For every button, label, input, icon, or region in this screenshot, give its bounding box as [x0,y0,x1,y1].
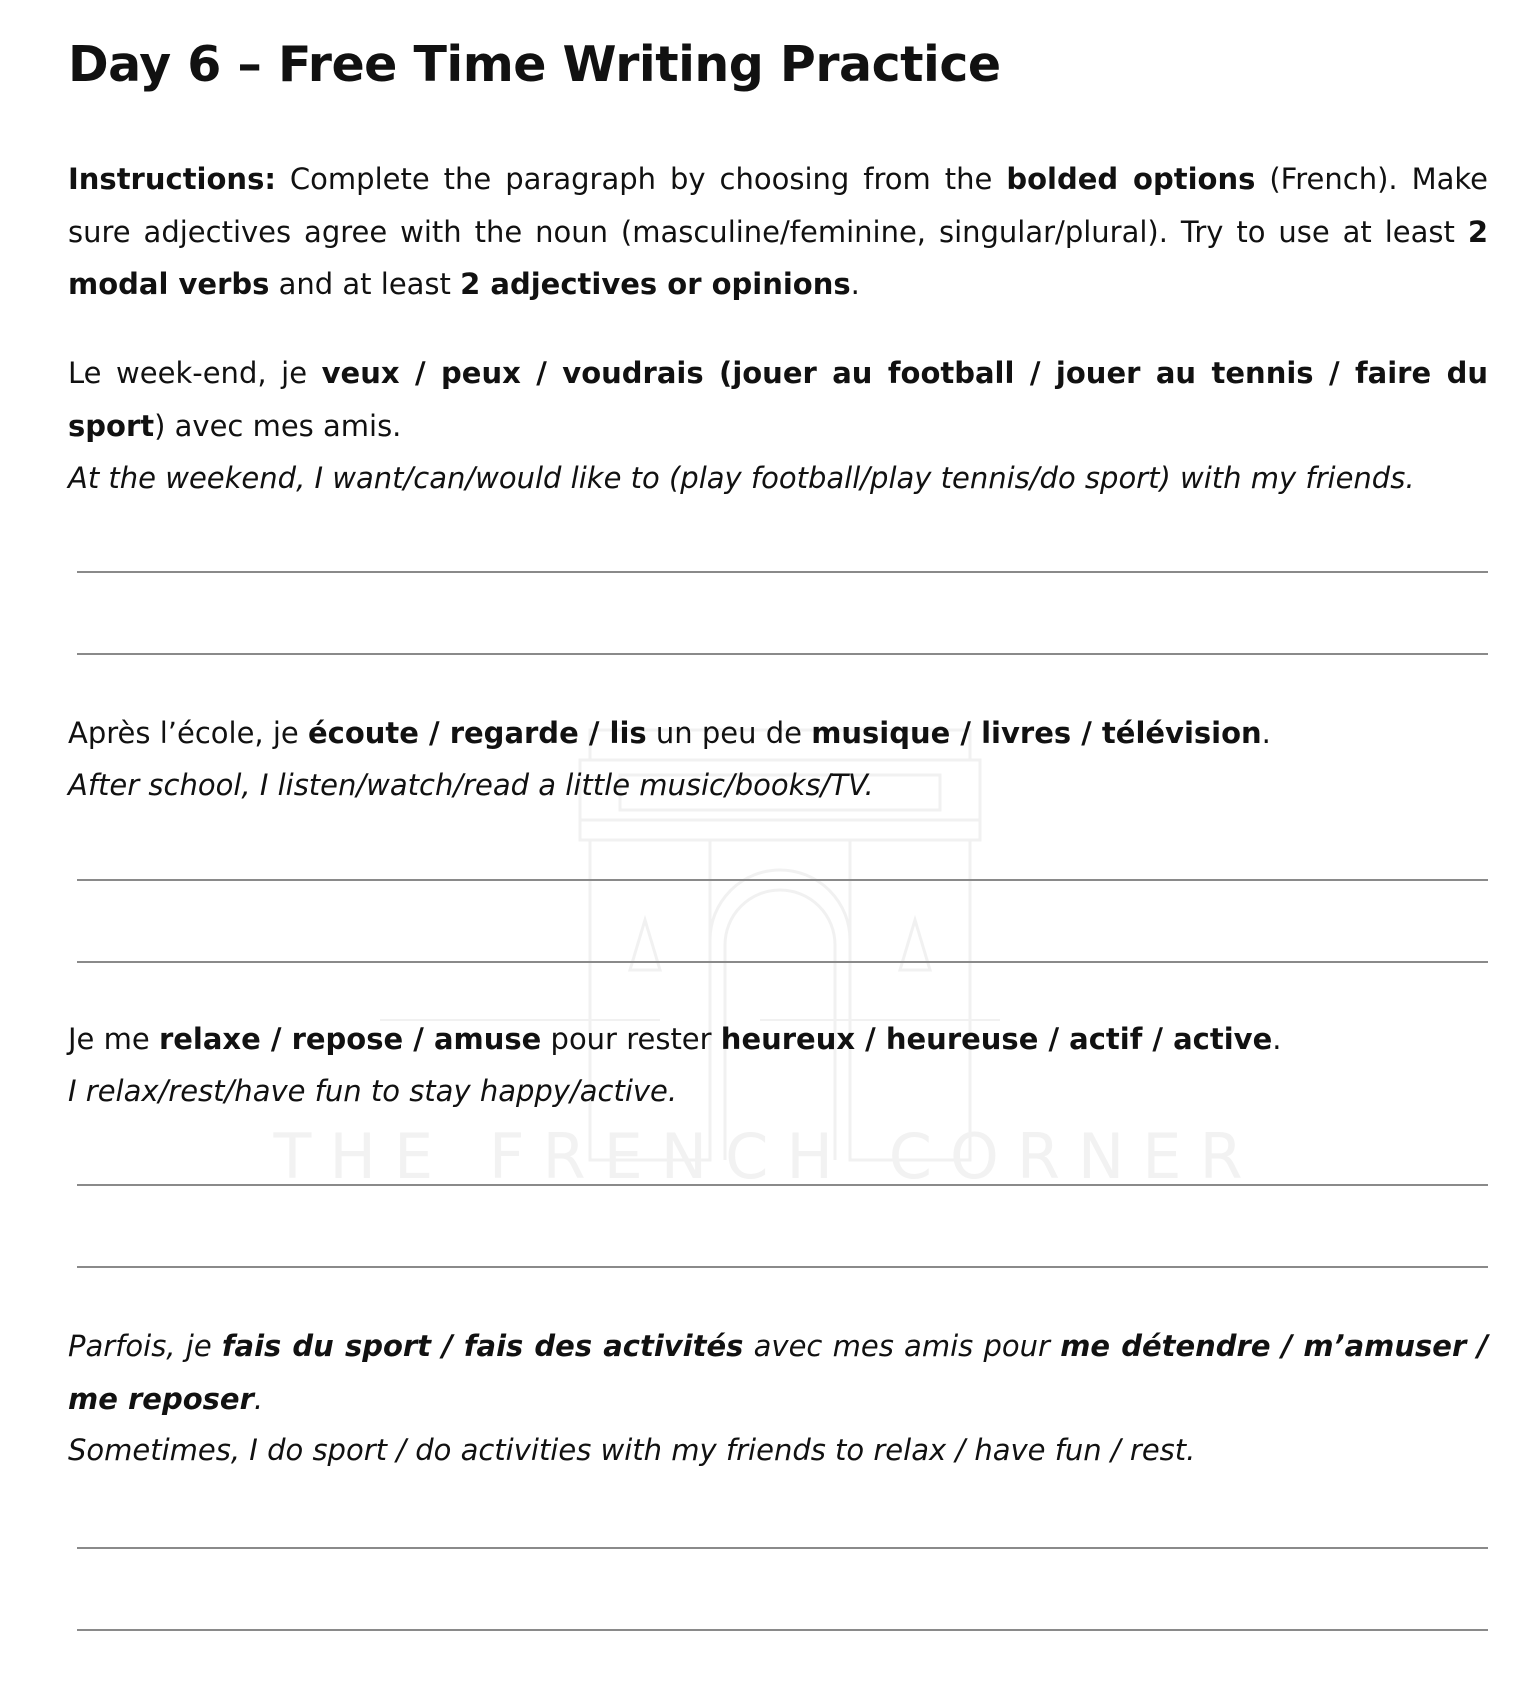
writing-line[interactable] [77,1266,1488,1268]
sentence-3-french [68,1013,1488,1066]
writing-line[interactable] [77,961,1488,963]
instructions-label: Instructions: [68,162,276,196]
instructions-bold-3: 2 adjectives or opinions [460,267,851,301]
sentence-3-options-1: relaxe / repose / amuse [158,1022,542,1056]
sentence-1-french [68,347,1488,452]
sentence-1-options: veux / peux / voudrais (jouer au football / jouer au tennis / faire du sport [68,356,1488,443]
sentence-3-text-3: . [1272,1022,1282,1056]
page-title: Day 6 – Free Time Writing Practice [68,36,1001,93]
sentence-4-options-1: fais du sport / fais des activités [221,1329,744,1363]
sentence-1-translation: At the weekend, I want/can/would like to (play football/play tennis/do sport) with my friends. [68,461,1415,495]
sentence-2-french [68,707,1488,760]
writing-line[interactable] [77,1629,1488,1631]
sentence-3-text-1: Je me [68,1022,159,1056]
sentence-2-text-2: un peu de [646,716,812,750]
sentence-4-text-1: Parfois, je [68,1329,222,1363]
sentence-4-translation: Sometimes, I do sport / do activities with my friends to relax / have fun / rest. [68,1433,1196,1467]
writing-line[interactable] [77,879,1488,881]
writing-line[interactable] [77,653,1488,655]
sentence-4-text-3: . [253,1381,264,1416]
sentence-2-options-1: écoute / regarde / lis [307,716,647,750]
writing-line[interactable] [77,1547,1488,1549]
sentence-2-translation: After school, I listen/watch/read a little music/books/TV. [68,768,874,802]
sentence-1-text-2: ) avec mes amis. [154,408,402,443]
writing-line[interactable] [77,571,1488,573]
instructions-paragraph [68,153,1488,311]
instructions-bold-1: bolded options [1006,162,1256,196]
instructions-bold-2: 2 modal verbs [68,214,1488,301]
sentence-4-text-2: avec mes amis pour [743,1329,1061,1363]
instructions-text-2: (French). Make sure adjectives agree with the noun (masculine/feminine, singular/plural). Try to use at least [68,162,1488,249]
sentence-4-options-2: me détendre / m’amuser / me reposer [68,1329,1488,1416]
sentence-3-text-2: pour rester [541,1022,721,1056]
watermark-text: THE FRENCH CORNER [273,1120,1261,1193]
writing-line[interactable] [77,1184,1488,1186]
sentence-2-text-1: Après l’école, je [68,716,308,750]
sentence-3-options-2: heureux / heureuse / actif / active [720,1022,1273,1056]
sentence-3-translation: I relax/rest/have fun to stay happy/active. [68,1074,678,1108]
instructions-text-3: and at least [269,267,461,301]
sentence-2-text-3: . [1261,716,1271,750]
sentence-1-text-1: Le week-end, je [68,356,322,390]
sentence-2-options-2: musique / livres / télévision [811,716,1262,750]
sentence-4-french [68,1320,1488,1425]
instructions-text-1: Complete the paragraph by choosing from the [275,162,1007,196]
instructions-text-4: . [850,267,860,301]
